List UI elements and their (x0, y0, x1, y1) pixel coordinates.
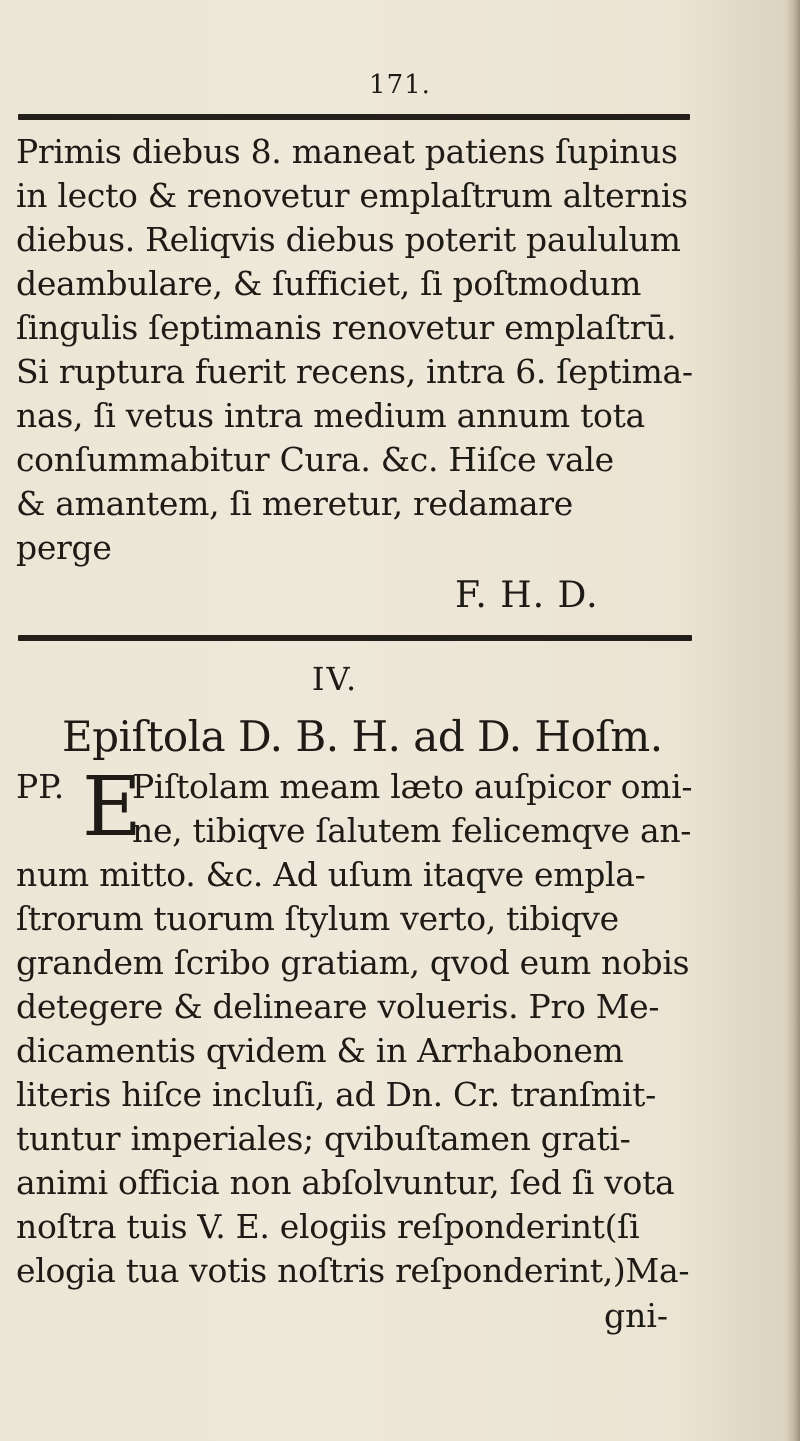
text-line: dicamentis qvidem & in Arrhabonem (16, 1031, 624, 1070)
text-line: grandem ſcribo gratiam, qvod eum nobis (16, 943, 690, 982)
text-line: in lecto & renovetur emplaſtrum alternis (16, 176, 688, 215)
section-number: IV. (311, 660, 359, 698)
text-line: num mitto. &c. Ad uſum itaqve empla- (16, 855, 646, 894)
text-line: nas, ſi vetus intra medium annum tota (16, 396, 645, 435)
letter-title: Epiſtola D. B. H. ad D. Hoſm. (62, 712, 663, 761)
catchword: gni- (604, 1296, 669, 1335)
text-line: perge (16, 528, 112, 567)
text-line: noſtra tuis V. E. elogiis reſponderint(ſi (16, 1207, 640, 1246)
text-line: detegere & delineare volueris. Pro Me- (16, 987, 660, 1026)
section-rule (18, 635, 692, 641)
signature: F. H. D. (455, 575, 599, 616)
text-line: conſummabitur Cura. &c. Hiſce vale (16, 440, 614, 479)
text-line: deambulare, & ſufficiet, ſi poſtmodum (16, 264, 642, 303)
text-line: ſingulis ſeptimanis renovetur emplaſtrū. (16, 308, 677, 347)
text-line: tuntur imperiales; qvibuſtamen grati- (16, 1119, 631, 1158)
text-line: ne, tibiqve ſalutem felicemqve an- (132, 811, 692, 850)
page-number: 171. (369, 70, 431, 100)
text-line: Primis diebus 8. maneat patiens ſupinus (16, 132, 678, 171)
drop-cap: E (82, 760, 142, 855)
salutation: PP. (16, 767, 65, 806)
text-line: Si ruptura fuerit recens, intra 6. ſeptima- (16, 352, 693, 391)
page-edge-shadow (786, 0, 800, 1441)
text-line: ſtrorum tuorum ſtylum verto, tibiqve (16, 899, 619, 938)
text-line: elogia tua votis noſtris reſponderint,)Ma- (16, 1251, 690, 1290)
text-line: animi officia non abſolvuntur, ſed ſi vota (16, 1163, 675, 1202)
text-line: diebus. Reliqvis diebus poterit paululum (16, 220, 681, 259)
header-rule (18, 114, 690, 120)
text-line: Piſtolam meam læto auſpicor omi- (132, 767, 693, 806)
text-line: & amantem, ſi meretur, redamare (16, 484, 573, 523)
text-line: literis hiſce incluſi, ad Dn. Cr. tranſmit- (16, 1075, 656, 1114)
